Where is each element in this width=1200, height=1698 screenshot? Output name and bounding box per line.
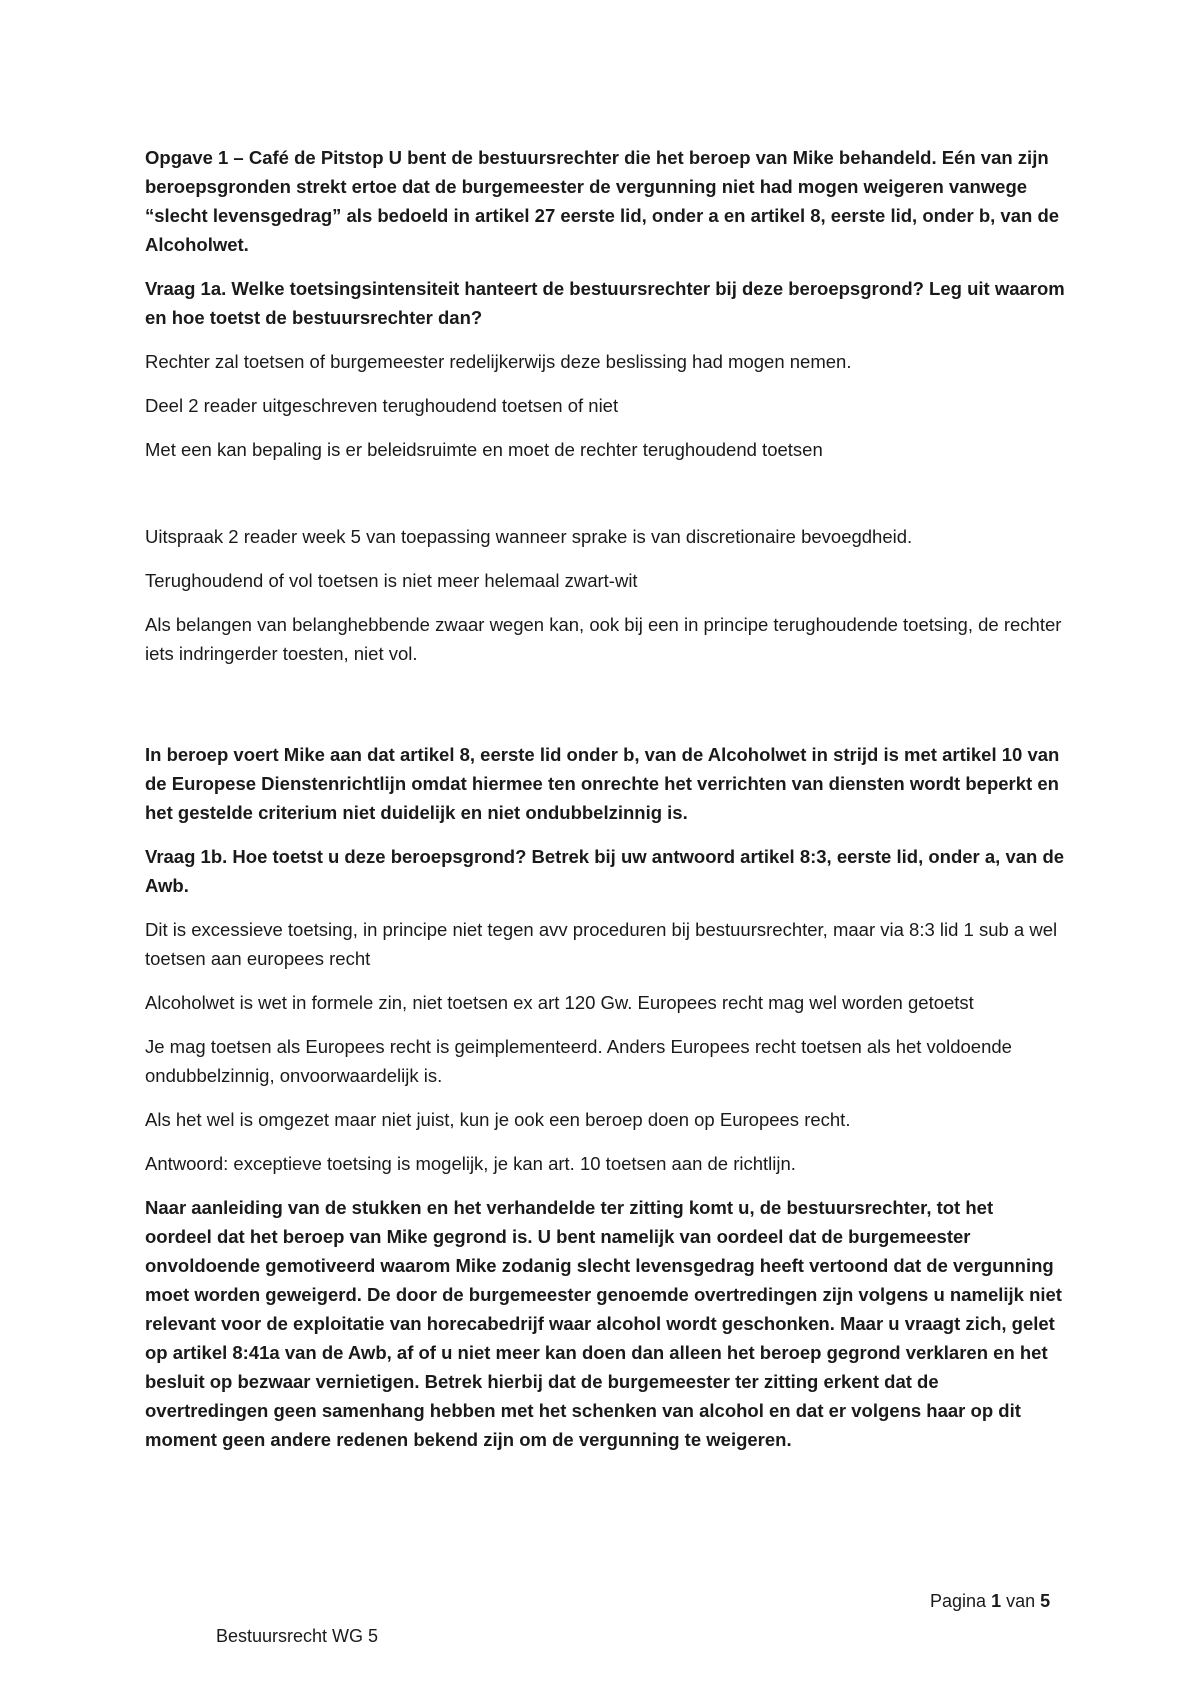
blank-line xyxy=(145,479,1065,522)
question-1b-paragraph: Vraag 1b. Hoe toetst u deze beroepsgrond? Betrek bij uw antwoord artikel 8:3, eerste lid, onder a, van de Awb. xyxy=(145,846,1065,896)
answer-paragraph: Uitspraak 2 reader week 5 van toepassing wanneer sprake is van discretionaire bevoegdheid. xyxy=(145,526,913,547)
document-body xyxy=(145,143,1065,1469)
page-number-total: 5 xyxy=(1040,1591,1051,1611)
assignment-intro-paragraph: Opgave 1 – Café de Pitstop U bent de bestuursrechter die het beroep van Mike behandeld. Eén van zijn beroepsgronden strekt ertoe dat de burgemeester de vergunning niet had mogen weigeren vanwege “slecht levensgedrag” als bedoeld in artikel 27 eerste lid, onder a en artikel 8, eerste lid, onder b, van de Alcoholwet. xyxy=(145,147,1060,255)
answer-paragraph: Als belangen van belanghebbende zwaar wegen kan, ook bij een in principe terughoudende toetsing, de rechter iets indringerder toesten, niet vol. xyxy=(145,614,1062,664)
question-1a-paragraph: Vraag 1a. Welke toetsingsintensiteit hanteert de bestuursrechter bij deze beroepsgrond? Leg uit waarom en hoe toetst de bestuursrechter dan? xyxy=(145,278,1065,328)
answer-paragraph: Met een kan bepaling is er beleidsruimte en moet de rechter terughoudend toetsen xyxy=(145,439,823,460)
blank-line xyxy=(145,683,1065,740)
page-number xyxy=(930,1589,1050,1613)
answer-paragraph: Deel 2 reader uitgeschreven terughoudend toetsen of niet xyxy=(145,395,619,416)
answer-paragraph: Als het wel is omgezet maar niet juist, kun je ook een beroep doen op Europees recht. xyxy=(145,1109,851,1130)
answer-paragraph: Alcoholwet is wet in formele zin, niet toetsen ex art 120 Gw. Europees recht mag wel worden getoetst xyxy=(145,992,974,1013)
answer-paragraph: Rechter zal toetsen of burgemeester redelijkerwijs deze beslissing had mogen nemen. xyxy=(145,351,852,372)
case-continuation-paragraph: In beroep voert Mike aan dat artikel 8, eerste lid onder b, van de Alcoholwet in strijd is met artikel 10 van de Europese Dienstenrichtlijn omdat hiermee ten onrechte het verrichten van diensten wordt beperkt en het gestelde criterium niet duidelijk en niet ondubbelzinnig is. xyxy=(145,744,1060,823)
answer-paragraph: Dit is excessieve toetsing, in principe niet tegen avv proceduren bij bestuursrechter, maar via 8:3 lid 1 sub a wel toetsen aan europees recht xyxy=(145,919,1058,969)
answer-paragraph: Terughoudend of vol toetsen is niet meer helemaal zwart-wit xyxy=(145,570,638,591)
page-number-separator: van xyxy=(1006,1591,1036,1611)
answer-paragraph: Antwoord: exceptieve toetsing is mogelijk, je kan art. 10 toetsen aan de richtlijn. xyxy=(145,1153,796,1174)
answer-paragraph: Je mag toetsen als Europees recht is geimplementeerd. Anders Europees recht toetsen als het voldoende ondubbelzinnig, onvoorwaardelijk is. xyxy=(145,1036,1012,1086)
page-number-current: 1 xyxy=(991,1591,1002,1611)
case-continuation-paragraph: Naar aanleiding van de stukken en het verhandelde ter zitting komt u, de bestuursrechter, tot het oordeel dat het beroep van Mike gegrond is. U bent namelijk van oordeel dat de burgemeester onvoldoende gemotiveerd waarom Mike zodanig slecht levensgedrag heeft vertoond dat de vergunning moet worden geweigerd. De door de burgemeester genoemde overtredingen zijn volgens u namelijk niet relevant voor de exploitatie van horecabedrijf waar alcohol wordt geschonken. Maar u vraagt zich, gelet op artikel 8:41a van de Awb, af of u niet meer kan doen dan alleen het beroep gegrond verklaren en het besluit op bezwaar vernietigen. Betrek hierbij dat de burgemeester ter zitting erkent dat de overtredingen geen samenhang hebben met het schenken van alcohol en dat er volgens haar op dit moment geen andere redenen bekend zijn om de vergunning te weigeren. xyxy=(145,1197,1062,1450)
footer-title: Bestuursrecht WG 5 xyxy=(216,1626,379,1646)
page-number-prefix: Pagina xyxy=(930,1591,987,1611)
